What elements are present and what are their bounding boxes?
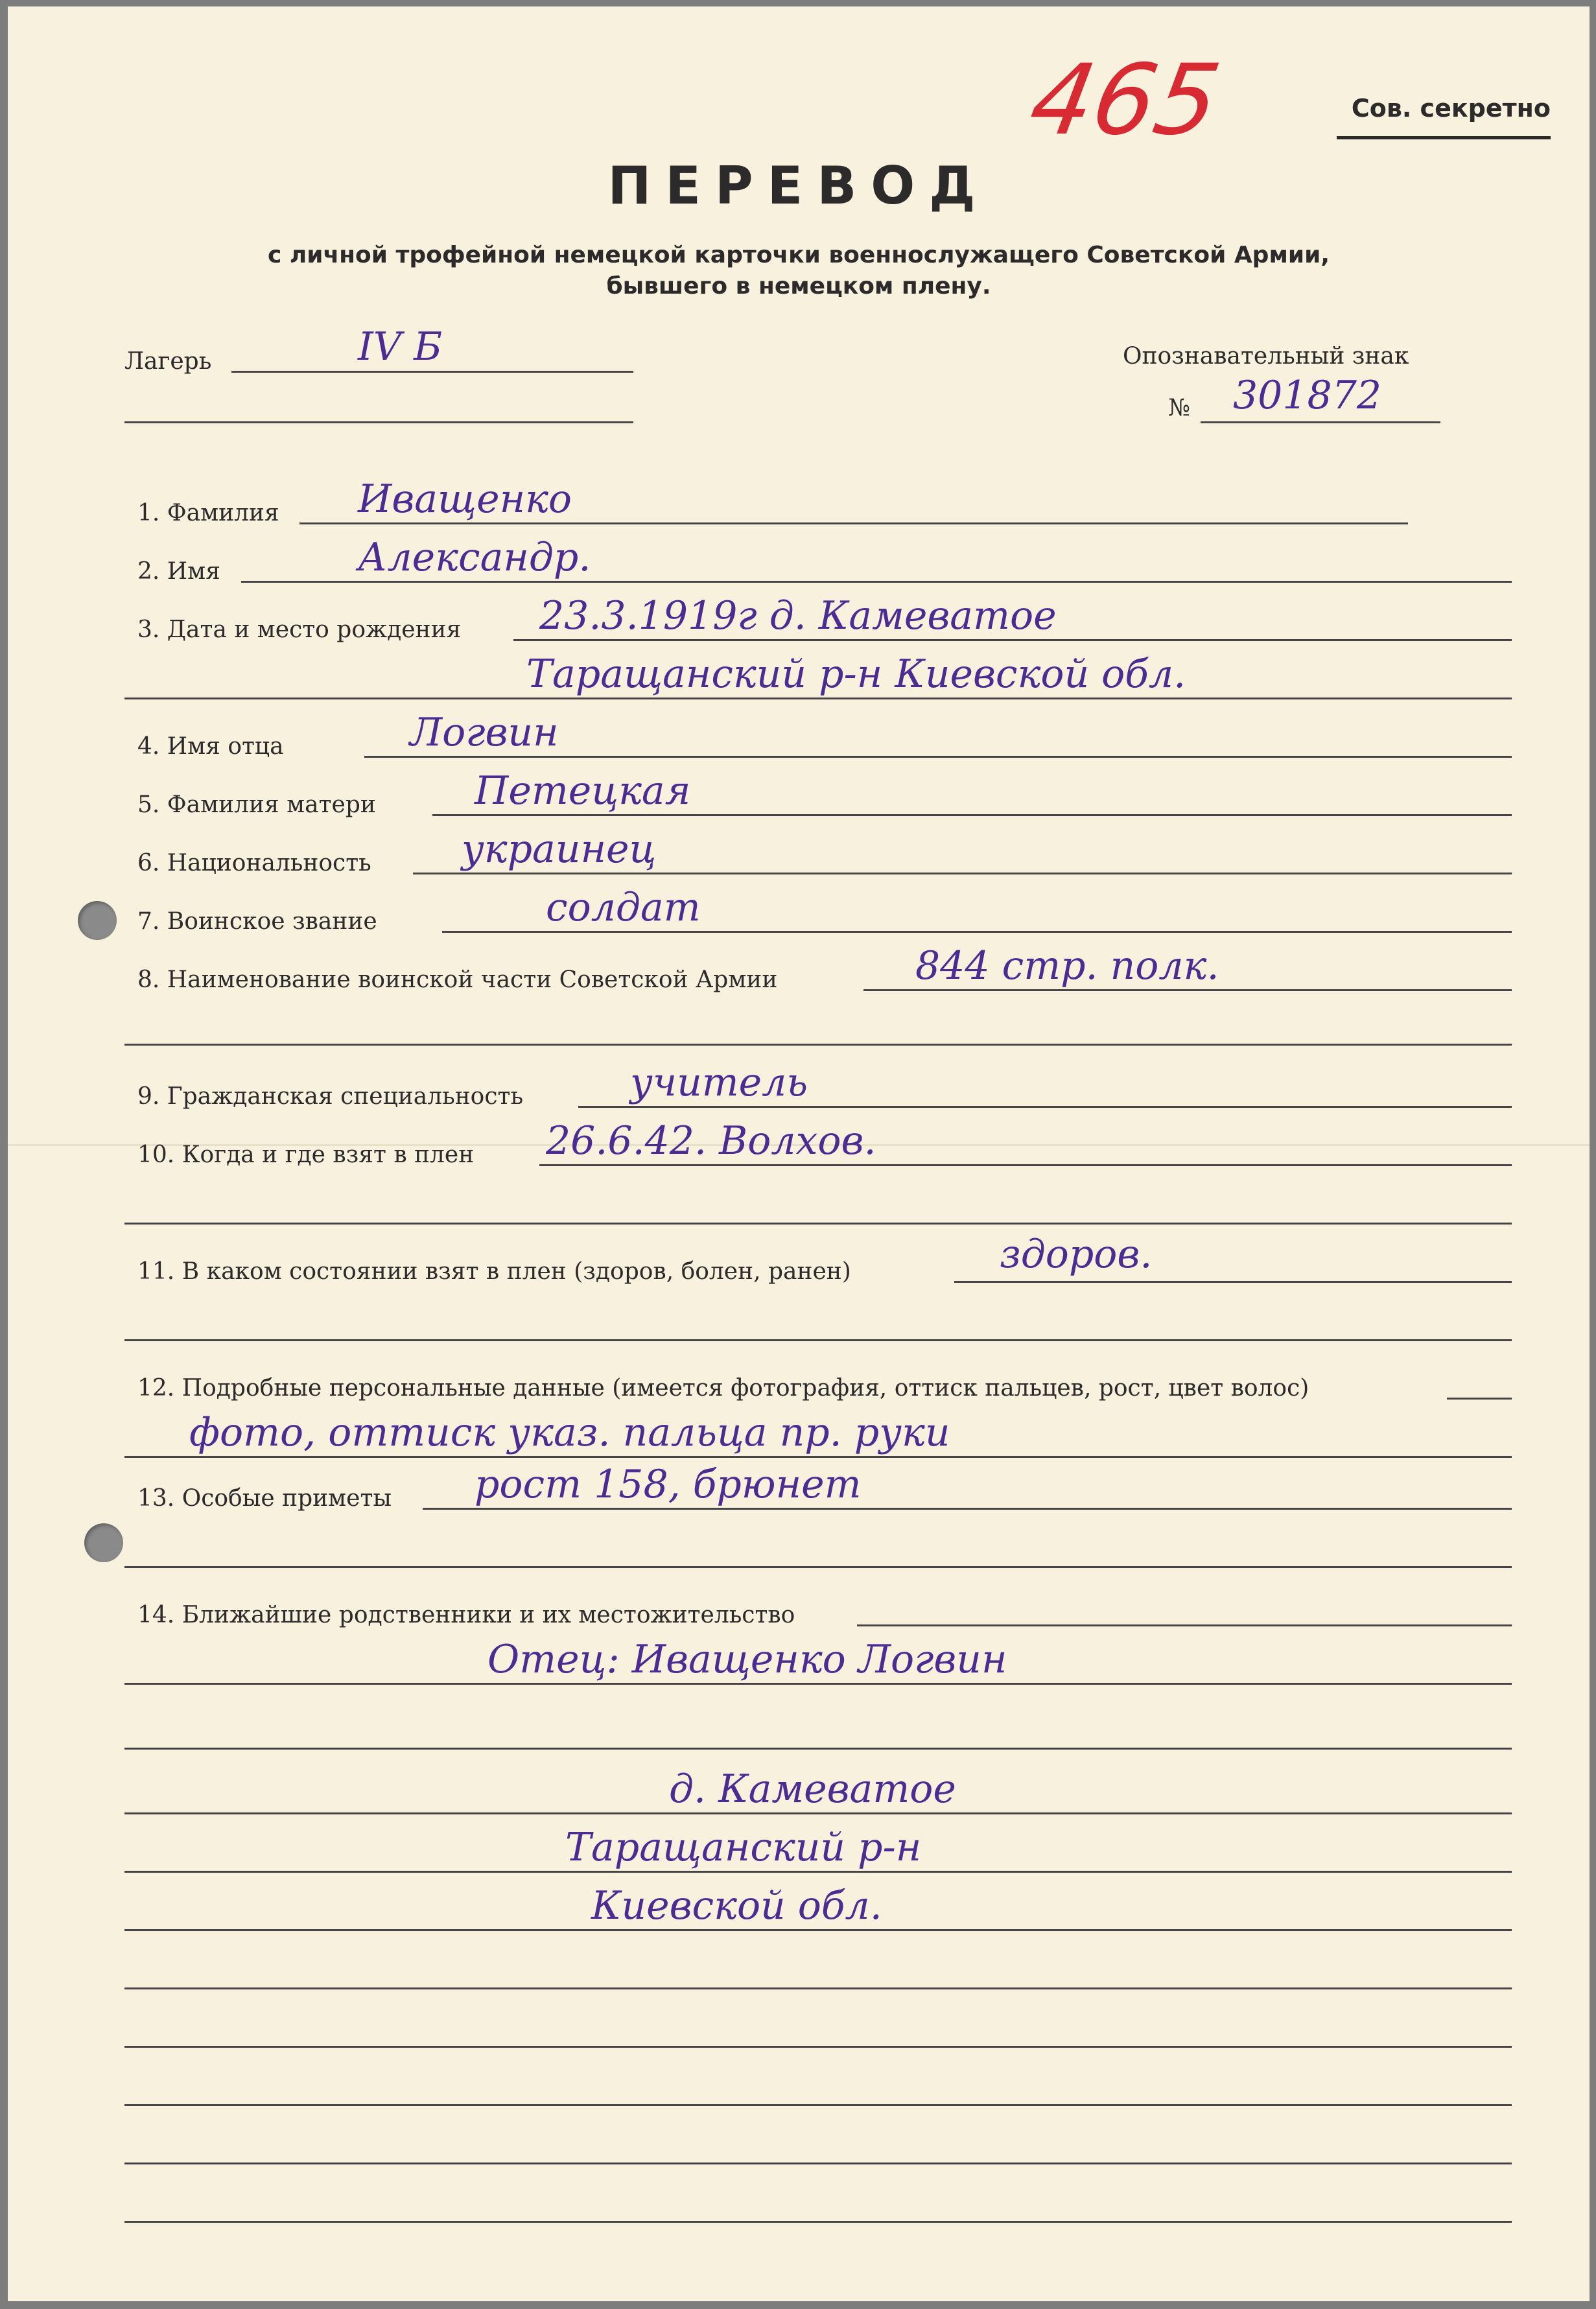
field-8-label: 8. Наименование воинской части Советской Армии bbox=[137, 967, 778, 993]
field-8-line bbox=[863, 989, 1512, 991]
field-11-value: здоров. bbox=[1000, 1232, 1153, 1277]
camp-label: Лагерь bbox=[124, 348, 212, 375]
page-subtitle bbox=[8, 240, 1590, 302]
field-5-line bbox=[432, 814, 1512, 816]
field-3-label: 3. Дата и место рождения bbox=[137, 616, 462, 643]
id-number-label: № bbox=[1168, 395, 1191, 421]
field-14-line-8 bbox=[124, 2046, 1512, 2048]
subtitle-line-1: с личной трофейной немецкой карточки военнослужащего Советской Армии, bbox=[267, 242, 1330, 268]
field-14-value-2: д. Камеватое bbox=[669, 1766, 956, 1812]
field-12-line-2 bbox=[124, 1456, 1512, 1458]
punch-hole-top bbox=[78, 901, 117, 940]
field-10-line-2 bbox=[124, 1223, 1512, 1225]
field-14-line-9 bbox=[124, 2104, 1512, 2106]
field-12-line bbox=[1447, 1398, 1512, 1400]
field-7-line bbox=[442, 931, 1512, 933]
field-9-value: учитель bbox=[630, 1060, 808, 1105]
field-4-value: Логвин bbox=[410, 710, 559, 755]
field-13-value: рост 158, брюнет bbox=[475, 1462, 862, 1507]
field-14-line-3 bbox=[124, 1748, 1512, 1750]
field-14-line-5 bbox=[124, 1871, 1512, 1873]
field-8-line-2 bbox=[124, 1044, 1512, 1046]
field-13-line bbox=[423, 1508, 1512, 1510]
field-2-label: 2. Имя bbox=[137, 558, 220, 585]
field-10-label: 10. Когда и где взят в плен bbox=[137, 1142, 475, 1168]
field-2-value: Александр. bbox=[358, 535, 591, 580]
field-13-line-2 bbox=[124, 1566, 1512, 1568]
field-14-line bbox=[857, 1624, 1512, 1626]
field-11-line-2 bbox=[124, 1339, 1512, 1341]
field-9-label: 9. Гражданская специальность bbox=[137, 1083, 524, 1110]
field-14-line-6 bbox=[124, 1929, 1512, 1931]
classification-stamp: Сов. секретно bbox=[1337, 94, 1551, 139]
field-14-label: 14. Ближайшие родственники и их местожительство bbox=[137, 1602, 795, 1628]
field-7-label: 7. Воинское звание bbox=[137, 908, 377, 935]
field-1-label: 1. Фамилия bbox=[137, 500, 279, 526]
field-6-line bbox=[413, 873, 1512, 874]
field-11-line bbox=[954, 1281, 1512, 1283]
field-4-line bbox=[364, 756, 1512, 758]
field-11-label: 11. В каком состоянии взят в плен (здоров, болен, ранен) bbox=[137, 1258, 851, 1285]
field-3-line-2 bbox=[124, 697, 1512, 699]
camp-line-2 bbox=[124, 421, 633, 423]
field-14-line-7 bbox=[124, 1987, 1512, 1989]
field-5-value: Петецкая bbox=[475, 768, 691, 814]
field-10-line bbox=[539, 1164, 1512, 1166]
field-3-value: 23.3.1919г д. Камеватое bbox=[539, 593, 1057, 639]
field-14-value-4: Киевской обл. bbox=[591, 1883, 882, 1928]
page-title: ПЕРЕВОД bbox=[607, 156, 990, 216]
field-14-line-2 bbox=[124, 1683, 1512, 1685]
field-3-line bbox=[513, 639, 1512, 641]
field-14-value-1: Отец: Иващенко Логвин bbox=[487, 1637, 1007, 1682]
field-4-label: 4. Имя отца bbox=[137, 733, 284, 760]
id-number-value: 301872 bbox=[1233, 373, 1382, 418]
document-page bbox=[8, 6, 1590, 2301]
subtitle-line-2: бывшего в немецком плену. bbox=[606, 273, 991, 299]
camp-value: IV Б bbox=[358, 324, 443, 369]
field-14-line-4 bbox=[124, 1812, 1512, 1814]
field-14-value-3: Таращанский р-н bbox=[565, 1825, 922, 1870]
field-7-value: солдат bbox=[546, 885, 701, 930]
field-6-label: 6. Национальность bbox=[137, 850, 371, 876]
id-tag-label: Опознавательный знак bbox=[1123, 343, 1409, 369]
punch-hole-bottom bbox=[84, 1523, 123, 1562]
field-13-label: 13. Особые приметы bbox=[137, 1485, 392, 1512]
field-10-value: 26.6.42. Волхов. bbox=[546, 1118, 876, 1164]
field-5-label: 5. Фамилия матери bbox=[137, 791, 376, 818]
field-14-line-10 bbox=[124, 2162, 1512, 2164]
field-3-value-2: Таращанский р-н Киевской обл. bbox=[526, 651, 1186, 697]
field-1-line bbox=[299, 522, 1408, 524]
archive-number: 465 bbox=[1022, 44, 1228, 157]
field-9-line bbox=[578, 1106, 1512, 1108]
camp-line bbox=[231, 371, 633, 373]
field-12-label: 12. Подробные персональные данные (имеется фотография, оттиск пальцев, рост, цвет волос) bbox=[137, 1375, 1309, 1401]
field-6-value: украинец bbox=[462, 826, 657, 872]
id-number-line bbox=[1201, 421, 1440, 423]
field-12-value: фото, оттиск указ. пальца пр. руки bbox=[189, 1410, 950, 1455]
field-14-line-11 bbox=[124, 2221, 1512, 2223]
field-1-value: Иващенко bbox=[358, 476, 572, 522]
field-8-value: 844 стр. полк. bbox=[915, 943, 1219, 989]
field-2-line bbox=[241, 581, 1512, 583]
